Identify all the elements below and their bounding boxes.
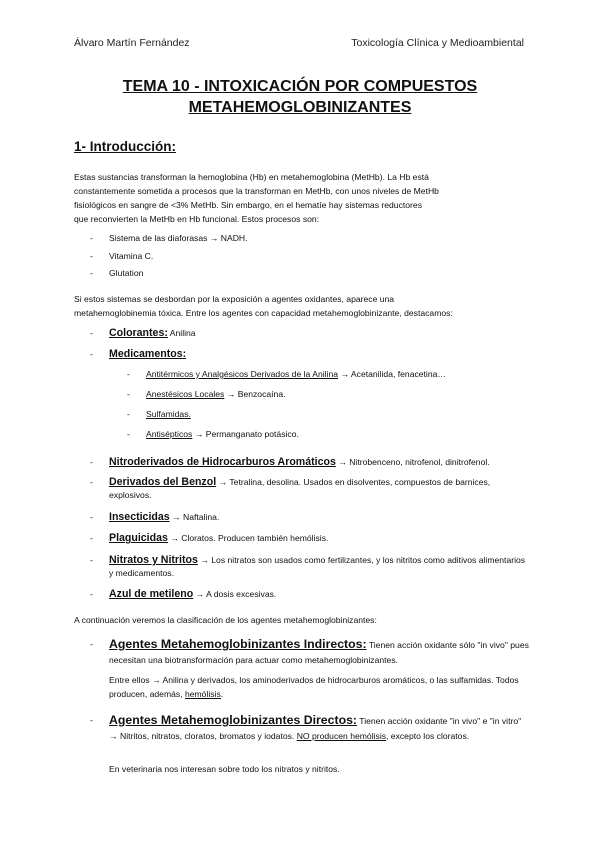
agent-label: Nitroderivados de Hidrocarburos Aromáticos <box>109 456 336 468</box>
agent-text: → Cloratos. Producen también hemólisis. <box>167 533 329 543</box>
dash: - <box>127 409 130 419</box>
indirect-detail-end: . <box>220 689 224 699</box>
agent-text: → Tetralina, desolina. Usados en disolventes, compuestos de barnices, explosivos. <box>109 477 491 500</box>
agent-text: → Nitrobenceno, nitrofenol, dinitrofenol. <box>335 457 490 467</box>
list-item-text: Glutation <box>109 268 144 278</box>
agent-label: Azul de metileno <box>109 588 194 600</box>
agent-text: → Naftalina. <box>169 512 220 522</box>
list-item-text: Sistema de las diaforasas → NADH. <box>109 233 248 243</box>
dash: - <box>90 250 93 261</box>
direct-text: Tienen acción oxidante "in vivo" e "in vitro" → Nitritos, nitratos, cloratos, bromatos y iodatos. <box>109 716 522 741</box>
page-title <box>0 76 600 118</box>
agent-text: → Los nitratos son usados como fertilizantes, y los nitritos como aditivos alimentarios y medicamentos. <box>109 555 526 578</box>
dash: - <box>90 349 93 359</box>
agent-label: Medicamentos: <box>109 348 187 360</box>
direct-label: Agentes Metahemoglobinizantes Directos: <box>109 713 358 727</box>
dash: - <box>90 533 93 543</box>
indirect-detail-underlined: hemólisis <box>184 689 221 699</box>
direct-note: En veterinaria nos interesan sobre todo los nitratos y nitritos. <box>109 764 340 774</box>
dash: - <box>127 429 130 439</box>
indirect-detail <box>109 673 529 701</box>
dash: - <box>90 233 93 243</box>
dash: - <box>127 389 130 399</box>
dash: - <box>90 639 93 649</box>
dash: - <box>90 477 93 487</box>
header-author: Álvaro Martín Fernández <box>74 37 190 49</box>
indirect-detail-text: Entre ellos → Anilina y derivados, los aminoderivados de hidrocarburos aromáticos, o las sulfamidas. Todos producen, además, <box>109 675 519 699</box>
intro-line: que reconvierten la MetHb en Hb funcional. Estos procesos son: <box>74 214 320 224</box>
dash: - <box>90 268 93 278</box>
dash: - <box>127 369 130 379</box>
oxidants-paragraph <box>74 292 532 320</box>
agent-label: Insecticidas <box>109 511 170 523</box>
title-line-1: TEMA 10 - INTOXICACIÓN POR COMPUESTOS <box>122 78 478 95</box>
medicamento-label: Antisépticos <box>146 429 193 439</box>
oxidants-line: metahemoglobinemia tóxica. Entre los agentes con capacidad metahemoglobinizante, destacamos: <box>74 308 453 318</box>
direct-underlined: NO producen hemólisis <box>296 731 387 741</box>
dash: - <box>90 555 93 565</box>
indirect-text: Tienen acción oxidante sólo "in vivo" pues necesitan una biotransformación para actuar como metahemoglobinizantes. <box>109 640 529 665</box>
dash: - <box>90 589 93 599</box>
medicamento-label: Sulfamidas. <box>146 409 191 419</box>
title-line-2: METAHEMOGLOBINIZANTES <box>188 99 412 116</box>
medicamento-text: → Acetanilida, fenacetina… <box>338 369 446 379</box>
medicamento-label: Antitérmicos y Analgésicos Derivados de la Anilina <box>146 369 339 379</box>
intro-paragraph <box>74 170 532 226</box>
header-subject: Toxicología Clínica y Medioambiental <box>351 37 524 49</box>
medicamento-label: Anestésicos Locales <box>146 389 225 399</box>
medicamento-text: → Permanganato potásico. <box>192 429 299 439</box>
dash: - <box>90 457 93 467</box>
dash: - <box>90 715 93 725</box>
dash: - <box>90 328 93 338</box>
agent-label: Colorantes: <box>109 327 168 339</box>
agent-text: → A dosis excesivas. <box>193 589 277 599</box>
direct-text-end: , excepto los cloratos. <box>386 731 470 741</box>
agent-label: Plaguicidas <box>109 532 168 544</box>
oxidants-line: Si estos sistemas se desbordan por la exposición a agentes oxidantes, aparece una <box>74 294 395 304</box>
indirect-label: Agentes Metahemoglobinizantes Indirectos: <box>109 637 367 651</box>
agent-text: Anilina <box>167 328 196 338</box>
agent-label: Nitratos y Nitritos <box>109 554 198 566</box>
list-item-text: Vitamina C. <box>109 250 154 261</box>
classification-intro: A continuación veremos la clasificación de los agentes metahemoglobinizantes: <box>74 615 377 625</box>
agent-label: Derivados del Benzol <box>109 476 217 488</box>
dash: - <box>90 512 93 522</box>
section-heading: 1- Introducción: <box>74 139 176 154</box>
intro-line: Estas sustancias transforman la hemoglobina (Hb) en metahemoglobina (MetHb). La Hb está <box>74 172 429 182</box>
intro-line: fisiológicos en sangre de <3% MetHb. Sin embargo, en el hematíe hay sistemas reductores <box>74 200 422 210</box>
medicamento-text: → Benzocaína. <box>224 389 286 399</box>
intro-line: constantemente sometida a procesos que la transforman en MetHb, con unos niveles de MetHb <box>74 186 439 196</box>
